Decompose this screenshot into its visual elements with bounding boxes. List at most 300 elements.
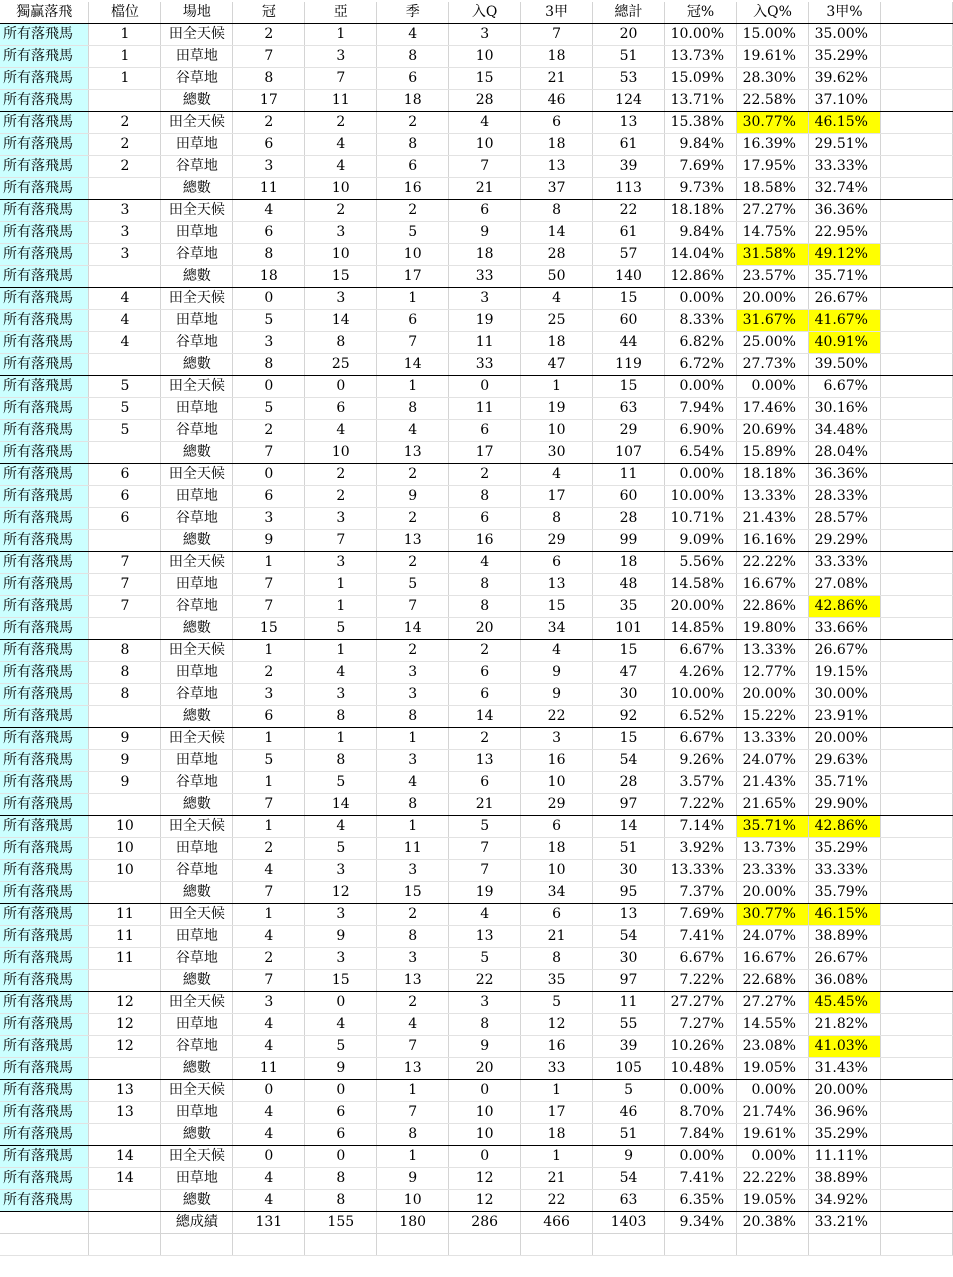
cell-label[interactable]: 所有落飛馬 <box>0 838 89 860</box>
header-quinella[interactable]: 入Q <box>449 2 521 24</box>
empty-cell[interactable] <box>880 1124 952 1146</box>
cell-win-pct[interactable]: 7.84% <box>665 1124 737 1146</box>
cell-quinella-pct[interactable]: 18.18% <box>737 464 809 486</box>
cell-quinella[interactable]: 9 <box>449 1036 521 1058</box>
cell-win-pct[interactable]: 9.73% <box>665 178 737 200</box>
cell-top3-pct[interactable]: 26.67% <box>808 288 880 310</box>
cell-track[interactable]: 田全天候 <box>161 24 233 46</box>
cell-label[interactable]: 所有落飛馬 <box>0 860 89 882</box>
cell-second[interactable]: 6 <box>305 1102 377 1124</box>
empty-cell[interactable] <box>880 420 952 442</box>
cell-win-pct[interactable]: 27.27% <box>665 992 737 1014</box>
header-third[interactable]: 季 <box>377 2 449 24</box>
cell-quinella-pct[interactable]: 13.73% <box>737 838 809 860</box>
cell-top3[interactable]: 25 <box>521 310 593 332</box>
cell-gate[interactable]: 3 <box>89 222 161 244</box>
cell-quinella-pct[interactable]: 19.80% <box>737 618 809 640</box>
cell-quinella-pct[interactable]: 0.00% <box>737 1080 809 1102</box>
empty-cell[interactable] <box>880 662 952 684</box>
cell-gate[interactable]: 8 <box>89 640 161 662</box>
cell-quinella-pct[interactable]: 15.00% <box>737 24 809 46</box>
cell-second[interactable]: 5 <box>305 618 377 640</box>
cell-quinella[interactable]: 4 <box>449 552 521 574</box>
cell-second[interactable]: 2 <box>305 464 377 486</box>
cell-quinella[interactable]: 11 <box>449 398 521 420</box>
cell-quinella[interactable]: 0 <box>449 1080 521 1102</box>
header-second[interactable]: 亞 <box>305 2 377 24</box>
cell-quinella-pct[interactable]: 25.00% <box>737 332 809 354</box>
cell-win-pct[interactable]: 7.94% <box>665 398 737 420</box>
cell-quinella[interactable]: 19 <box>449 310 521 332</box>
cell-track[interactable]: 總數 <box>161 442 233 464</box>
cell-top3-pct[interactable]: 23.91% <box>808 706 880 728</box>
cell-win-pct[interactable]: 7.69% <box>665 904 737 926</box>
cell-quinella[interactable]: 2 <box>449 640 521 662</box>
cell-quinella-pct[interactable]: 27.27% <box>737 992 809 1014</box>
cell-win-pct[interactable]: 7.22% <box>665 794 737 816</box>
cell-top3[interactable]: 47 <box>521 354 593 376</box>
cell-top3-pct[interactable]: 30.16% <box>808 398 880 420</box>
cell-track[interactable]: 總數 <box>161 530 233 552</box>
cell-track[interactable]: 總數 <box>161 618 233 640</box>
empty-cell[interactable] <box>880 574 952 596</box>
cell-quinella-pct[interactable]: 22.22% <box>737 1168 809 1190</box>
cell-track[interactable]: 田草地 <box>161 134 233 156</box>
cell-total[interactable]: 97 <box>593 794 665 816</box>
cell-win-pct[interactable]: 6.52% <box>665 706 737 728</box>
cell-third[interactable]: 7 <box>377 596 449 618</box>
cell-label[interactable]: 所有落飛馬 <box>0 376 89 398</box>
empty-cell[interactable] <box>880 1234 952 1256</box>
cell-third[interactable]: 8 <box>377 46 449 68</box>
empty-cell[interactable] <box>449 1234 521 1256</box>
cell-win[interactable]: 1 <box>233 772 305 794</box>
cell-quinella[interactable]: 0 <box>449 1146 521 1168</box>
empty-cell[interactable] <box>880 288 952 310</box>
empty-cell[interactable] <box>880 904 952 926</box>
cell-win[interactable]: 0 <box>233 288 305 310</box>
cell-track[interactable]: 總數 <box>161 90 233 112</box>
cell-track[interactable]: 田全天候 <box>161 640 233 662</box>
cell-track[interactable]: 田草地 <box>161 398 233 420</box>
cell-top3[interactable]: 18 <box>521 134 593 156</box>
empty-cell[interactable] <box>880 46 952 68</box>
cell-win[interactable]: 11 <box>233 178 305 200</box>
cell-win-pct[interactable]: 14.04% <box>665 244 737 266</box>
cell-label[interactable]: 所有落飛馬 <box>0 552 89 574</box>
cell-third[interactable]: 2 <box>377 200 449 222</box>
empty-cell[interactable] <box>880 596 952 618</box>
cell-top3-pct[interactable]: 34.92% <box>808 1190 880 1212</box>
cell-quinella[interactable]: 6 <box>449 662 521 684</box>
cell-win-pct[interactable]: 18.18% <box>665 200 737 222</box>
empty-cell[interactable] <box>880 68 952 90</box>
cell-gate[interactable]: 7 <box>89 552 161 574</box>
cell-gate[interactable]: 10 <box>89 838 161 860</box>
cell-top3[interactable]: 35 <box>521 970 593 992</box>
cell-win[interactable]: 4 <box>233 1036 305 1058</box>
cell-top3[interactable]: 6 <box>521 552 593 574</box>
cell-third[interactable]: 13 <box>377 970 449 992</box>
cell-win-pct[interactable]: 3.92% <box>665 838 737 860</box>
cell-total[interactable]: 63 <box>593 398 665 420</box>
cell-track[interactable]: 田草地 <box>161 46 233 68</box>
cell-third[interactable]: 3 <box>377 860 449 882</box>
cell-third[interactable]: 2 <box>377 508 449 530</box>
cell-top3[interactable]: 50 <box>521 266 593 288</box>
cell-win-pct[interactable]: 10.00% <box>665 486 737 508</box>
cell-win-pct[interactable]: 6.72% <box>665 354 737 376</box>
cell-third[interactable]: 10 <box>377 244 449 266</box>
cell-gate[interactable]: 1 <box>89 24 161 46</box>
cell-quinella[interactable]: 5 <box>449 948 521 970</box>
cell-label[interactable]: 所有落飛馬 <box>0 640 89 662</box>
cell-second[interactable]: 4 <box>305 1014 377 1036</box>
cell-label[interactable]: 所有落飛馬 <box>0 1036 89 1058</box>
cell-quinella[interactable]: 8 <box>449 1014 521 1036</box>
cell-top3[interactable]: 13 <box>521 156 593 178</box>
total-third[interactable]: 180 <box>377 1212 449 1234</box>
cell-quinella[interactable]: 5 <box>449 816 521 838</box>
cell-third[interactable]: 13 <box>377 442 449 464</box>
empty-cell[interactable] <box>880 618 952 640</box>
cell-third[interactable]: 1 <box>377 816 449 838</box>
cell-top3[interactable]: 13 <box>521 574 593 596</box>
cell-gate[interactable]: 9 <box>89 728 161 750</box>
cell-total[interactable]: 119 <box>593 354 665 376</box>
cell-win[interactable]: 4 <box>233 1014 305 1036</box>
cell-gate[interactable]: 5 <box>89 420 161 442</box>
empty-cell[interactable] <box>880 1058 952 1080</box>
cell-track[interactable]: 田全天候 <box>161 288 233 310</box>
empty-cell[interactable] <box>880 992 952 1014</box>
cell-win-pct[interactable]: 6.67% <box>665 640 737 662</box>
cell-total[interactable]: 140 <box>593 266 665 288</box>
cell-top3[interactable]: 10 <box>521 772 593 794</box>
cell-second[interactable]: 0 <box>305 1080 377 1102</box>
cell-win[interactable]: 3 <box>233 332 305 354</box>
cell-total[interactable]: 101 <box>593 618 665 640</box>
cell-top3-pct[interactable]: 28.33% <box>808 486 880 508</box>
cell-second[interactable]: 3 <box>305 904 377 926</box>
cell-gate[interactable] <box>89 178 161 200</box>
cell-third[interactable]: 1 <box>377 728 449 750</box>
cell-third[interactable]: 3 <box>377 750 449 772</box>
total-win-pct[interactable]: 9.34% <box>665 1212 737 1234</box>
cell-second[interactable]: 3 <box>305 948 377 970</box>
cell-win[interactable]: 4 <box>233 1190 305 1212</box>
cell-second[interactable]: 4 <box>305 156 377 178</box>
cell-total[interactable]: 35 <box>593 596 665 618</box>
cell-quinella-pct[interactable]: 31.67% <box>737 310 809 332</box>
cell-top3-pct[interactable]: 35.00% <box>808 24 880 46</box>
cell-top3-pct[interactable]: 41.67% <box>808 310 880 332</box>
empty-cell[interactable] <box>880 310 952 332</box>
total-win[interactable]: 131 <box>233 1212 305 1234</box>
cell-win[interactable]: 0 <box>233 1080 305 1102</box>
cell-second[interactable]: 8 <box>305 1168 377 1190</box>
cell-total[interactable]: 47 <box>593 662 665 684</box>
cell-gate[interactable]: 13 <box>89 1080 161 1102</box>
empty-cell[interactable] <box>880 332 952 354</box>
cell-label[interactable]: 所有落飛馬 <box>0 1102 89 1124</box>
cell-gate[interactable]: 4 <box>89 288 161 310</box>
cell-track[interactable]: 田全天候 <box>161 992 233 1014</box>
cell-top3[interactable]: 15 <box>521 596 593 618</box>
cell-win-pct[interactable]: 0.00% <box>665 464 737 486</box>
cell-track[interactable]: 谷草地 <box>161 860 233 882</box>
header-win[interactable]: 冠 <box>233 2 305 24</box>
cell-win-pct[interactable]: 8.33% <box>665 310 737 332</box>
cell-third[interactable]: 7 <box>377 332 449 354</box>
cell-quinella-pct[interactable]: 16.39% <box>737 134 809 156</box>
total-top3[interactable]: 466 <box>521 1212 593 1234</box>
total-quinella-pct[interactable]: 20.38% <box>737 1212 809 1234</box>
cell-win[interactable]: 3 <box>233 992 305 1014</box>
cell-track[interactable]: 田全天候 <box>161 200 233 222</box>
cell-win-pct[interactable]: 7.41% <box>665 1168 737 1190</box>
cell-gate[interactable] <box>89 354 161 376</box>
cell-second[interactable]: 3 <box>305 222 377 244</box>
cell-top3-pct[interactable]: 30.00% <box>808 684 880 706</box>
cell-win[interactable]: 2 <box>233 112 305 134</box>
cell-win-pct[interactable]: 6.35% <box>665 1190 737 1212</box>
header-track[interactable]: 場地 <box>161 2 233 24</box>
cell-total[interactable]: 99 <box>593 530 665 552</box>
cell-top3[interactable]: 1 <box>521 376 593 398</box>
cell-quinella[interactable]: 33 <box>449 354 521 376</box>
cell-top3[interactable]: 4 <box>521 464 593 486</box>
cell-total[interactable]: 15 <box>593 288 665 310</box>
cell-second[interactable]: 14 <box>305 310 377 332</box>
total-second[interactable]: 155 <box>305 1212 377 1234</box>
cell-top3[interactable]: 34 <box>521 882 593 904</box>
cell-top3-pct[interactable]: 36.08% <box>808 970 880 992</box>
cell-quinella-pct[interactable]: 21.43% <box>737 508 809 530</box>
cell-win[interactable]: 6 <box>233 486 305 508</box>
cell-top3-pct[interactable]: 49.12% <box>808 244 880 266</box>
empty-cell[interactable] <box>665 1234 737 1256</box>
cell-label[interactable]: 所有落飛馬 <box>0 728 89 750</box>
cell-total[interactable]: 46 <box>593 1102 665 1124</box>
cell-win[interactable]: 5 <box>233 398 305 420</box>
empty-cell[interactable] <box>880 772 952 794</box>
cell-win[interactable]: 2 <box>233 420 305 442</box>
cell-second[interactable]: 3 <box>305 552 377 574</box>
empty-cell[interactable] <box>89 1234 161 1256</box>
cell-top3[interactable]: 34 <box>521 618 593 640</box>
cell-top3[interactable]: 12 <box>521 1014 593 1036</box>
cell-total[interactable]: 54 <box>593 1168 665 1190</box>
cell-win[interactable]: 2 <box>233 24 305 46</box>
cell-track[interactable]: 田全天候 <box>161 904 233 926</box>
cell-total[interactable]: 44 <box>593 332 665 354</box>
cell-top3-pct[interactable]: 33.33% <box>808 860 880 882</box>
cell-total[interactable]: 9 <box>593 1146 665 1168</box>
cell-top3[interactable]: 37 <box>521 178 593 200</box>
empty-cell[interactable] <box>880 640 952 662</box>
cell-third[interactable]: 10 <box>377 1190 449 1212</box>
cell-quinella-pct[interactable]: 22.68% <box>737 970 809 992</box>
cell-label[interactable]: 所有落飛馬 <box>0 1124 89 1146</box>
cell-win-pct[interactable]: 7.22% <box>665 970 737 992</box>
cell-top3[interactable]: 19 <box>521 398 593 420</box>
cell-quinella-pct[interactable]: 17.46% <box>737 398 809 420</box>
cell-quinella-pct[interactable]: 20.00% <box>737 882 809 904</box>
cell-quinella[interactable]: 2 <box>449 464 521 486</box>
cell-quinella[interactable]: 14 <box>449 706 521 728</box>
cell-win-pct[interactable]: 0.00% <box>665 1080 737 1102</box>
cell-second[interactable]: 0 <box>305 376 377 398</box>
cell-label[interactable]: 所有落飛馬 <box>0 992 89 1014</box>
cell-win-pct[interactable]: 13.33% <box>665 860 737 882</box>
empty-cell[interactable] <box>880 200 952 222</box>
cell-top3[interactable]: 10 <box>521 860 593 882</box>
cell-win-pct[interactable]: 0.00% <box>665 1146 737 1168</box>
cell-gate[interactable]: 10 <box>89 860 161 882</box>
cell-win[interactable]: 18 <box>233 266 305 288</box>
cell-track[interactable]: 田全天候 <box>161 552 233 574</box>
cell-track[interactable]: 田草地 <box>161 750 233 772</box>
cell-quinella-pct[interactable]: 0.00% <box>737 1146 809 1168</box>
empty-cell[interactable] <box>233 1234 305 1256</box>
empty-cell[interactable] <box>880 266 952 288</box>
cell-top3-pct[interactable]: 26.67% <box>808 640 880 662</box>
cell-top3[interactable]: 9 <box>521 662 593 684</box>
cell-track[interactable]: 谷草地 <box>161 684 233 706</box>
cell-quinella-pct[interactable]: 31.58% <box>737 244 809 266</box>
cell-top3[interactable]: 17 <box>521 1102 593 1124</box>
cell-top3-pct[interactable]: 21.82% <box>808 1014 880 1036</box>
cell-label[interactable]: 所有落飛馬 <box>0 156 89 178</box>
cell-total[interactable]: 51 <box>593 46 665 68</box>
cell-quinella[interactable]: 10 <box>449 134 521 156</box>
cell-quinella-pct[interactable]: 21.43% <box>737 772 809 794</box>
cell-win[interactable]: 0 <box>233 1146 305 1168</box>
cell-second[interactable]: 0 <box>305 1146 377 1168</box>
cell-label[interactable]: 所有落飛馬 <box>0 112 89 134</box>
cell-top3-pct[interactable]: 32.74% <box>808 178 880 200</box>
cell-win-pct[interactable]: 6.82% <box>665 332 737 354</box>
cell-top3-pct[interactable]: 27.08% <box>808 574 880 596</box>
cell-top3-pct[interactable]: 35.71% <box>808 772 880 794</box>
cell-total[interactable]: 60 <box>593 310 665 332</box>
cell-label[interactable]: 所有落飛馬 <box>0 882 89 904</box>
empty-cell[interactable] <box>880 728 952 750</box>
cell-quinella[interactable]: 11 <box>449 332 521 354</box>
cell-top3-pct[interactable]: 35.29% <box>808 1124 880 1146</box>
cell-total[interactable]: 11 <box>593 992 665 1014</box>
cell-total[interactable]: 54 <box>593 750 665 772</box>
cell-third[interactable]: 15 <box>377 882 449 904</box>
cell-third[interactable]: 6 <box>377 68 449 90</box>
cell-third[interactable]: 3 <box>377 684 449 706</box>
cell-second[interactable]: 6 <box>305 398 377 420</box>
cell-second[interactable]: 1 <box>305 728 377 750</box>
cell-top3-pct[interactable]: 36.96% <box>808 1102 880 1124</box>
cell-track[interactable]: 總數 <box>161 794 233 816</box>
cell-gate[interactable] <box>89 1058 161 1080</box>
cell-quinella-pct[interactable]: 17.95% <box>737 156 809 178</box>
cell-win[interactable]: 9 <box>233 530 305 552</box>
cell-second[interactable]: 7 <box>305 530 377 552</box>
cell-third[interactable]: 9 <box>377 486 449 508</box>
cell-third[interactable]: 13 <box>377 530 449 552</box>
empty-cell[interactable] <box>880 1014 952 1036</box>
cell-win[interactable]: 3 <box>233 508 305 530</box>
cell-quinella[interactable]: 3 <box>449 288 521 310</box>
cell-top3[interactable]: 8 <box>521 948 593 970</box>
cell-track[interactable]: 田全天候 <box>161 464 233 486</box>
cell-quinella-pct[interactable]: 13.33% <box>737 728 809 750</box>
cell-quinella-pct[interactable]: 20.00% <box>737 684 809 706</box>
cell-win-pct[interactable]: 4.26% <box>665 662 737 684</box>
cell-third[interactable]: 7 <box>377 1036 449 1058</box>
cell-win[interactable]: 4 <box>233 860 305 882</box>
cell-win-pct[interactable]: 9.26% <box>665 750 737 772</box>
cell-label[interactable]: 所有落飛馬 <box>0 816 89 838</box>
cell-win[interactable]: 1 <box>233 728 305 750</box>
cell-quinella[interactable]: 20 <box>449 1058 521 1080</box>
total-track[interactable]: 總成績 <box>161 1212 233 1234</box>
cell-win[interactable]: 5 <box>233 750 305 772</box>
cell-quinella-pct[interactable]: 12.77% <box>737 662 809 684</box>
cell-top3[interactable]: 16 <box>521 750 593 772</box>
header-top3-pct[interactable]: 3甲% <box>808 2 880 24</box>
cell-top3-pct[interactable]: 33.33% <box>808 552 880 574</box>
cell-quinella-pct[interactable]: 21.65% <box>737 794 809 816</box>
cell-total[interactable]: 15 <box>593 640 665 662</box>
cell-total[interactable]: 28 <box>593 772 665 794</box>
cell-gate[interactable]: 1 <box>89 46 161 68</box>
cell-second[interactable]: 3 <box>305 288 377 310</box>
cell-quinella[interactable]: 6 <box>449 684 521 706</box>
cell-third[interactable]: 1 <box>377 1080 449 1102</box>
cell-top3-pct[interactable]: 22.95% <box>808 222 880 244</box>
cell-win-pct[interactable]: 10.00% <box>665 24 737 46</box>
cell-quinella-pct[interactable]: 22.22% <box>737 552 809 574</box>
cell-second[interactable]: 1 <box>305 574 377 596</box>
cell-quinella[interactable]: 6 <box>449 200 521 222</box>
cell-gate[interactable] <box>89 882 161 904</box>
cell-second[interactable]: 5 <box>305 772 377 794</box>
cell-gate[interactable]: 8 <box>89 662 161 684</box>
cell-win[interactable]: 8 <box>233 68 305 90</box>
cell-quinella[interactable]: 12 <box>449 1190 521 1212</box>
cell-third[interactable]: 14 <box>377 618 449 640</box>
cell-quinella[interactable]: 22 <box>449 970 521 992</box>
cell-gate[interactable]: 5 <box>89 398 161 420</box>
cell-quinella[interactable]: 12 <box>449 1168 521 1190</box>
empty-cell[interactable] <box>880 552 952 574</box>
cell-total[interactable]: 63 <box>593 1190 665 1212</box>
cell-win[interactable]: 7 <box>233 882 305 904</box>
cell-win[interactable]: 1 <box>233 640 305 662</box>
cell-total[interactable]: 30 <box>593 948 665 970</box>
cell-second[interactable]: 3 <box>305 508 377 530</box>
cell-second[interactable]: 10 <box>305 178 377 200</box>
cell-gate[interactable]: 14 <box>89 1168 161 1190</box>
cell-gate[interactable]: 7 <box>89 574 161 596</box>
cell-win-pct[interactable]: 6.90% <box>665 420 737 442</box>
cell-quinella[interactable]: 0 <box>449 376 521 398</box>
cell-win[interactable]: 5 <box>233 310 305 332</box>
cell-third[interactable]: 8 <box>377 926 449 948</box>
cell-label[interactable]: 所有落飛馬 <box>0 398 89 420</box>
cell-track[interactable]: 總數 <box>161 178 233 200</box>
cell-quinella[interactable]: 6 <box>449 420 521 442</box>
cell-track[interactable]: 田草地 <box>161 310 233 332</box>
